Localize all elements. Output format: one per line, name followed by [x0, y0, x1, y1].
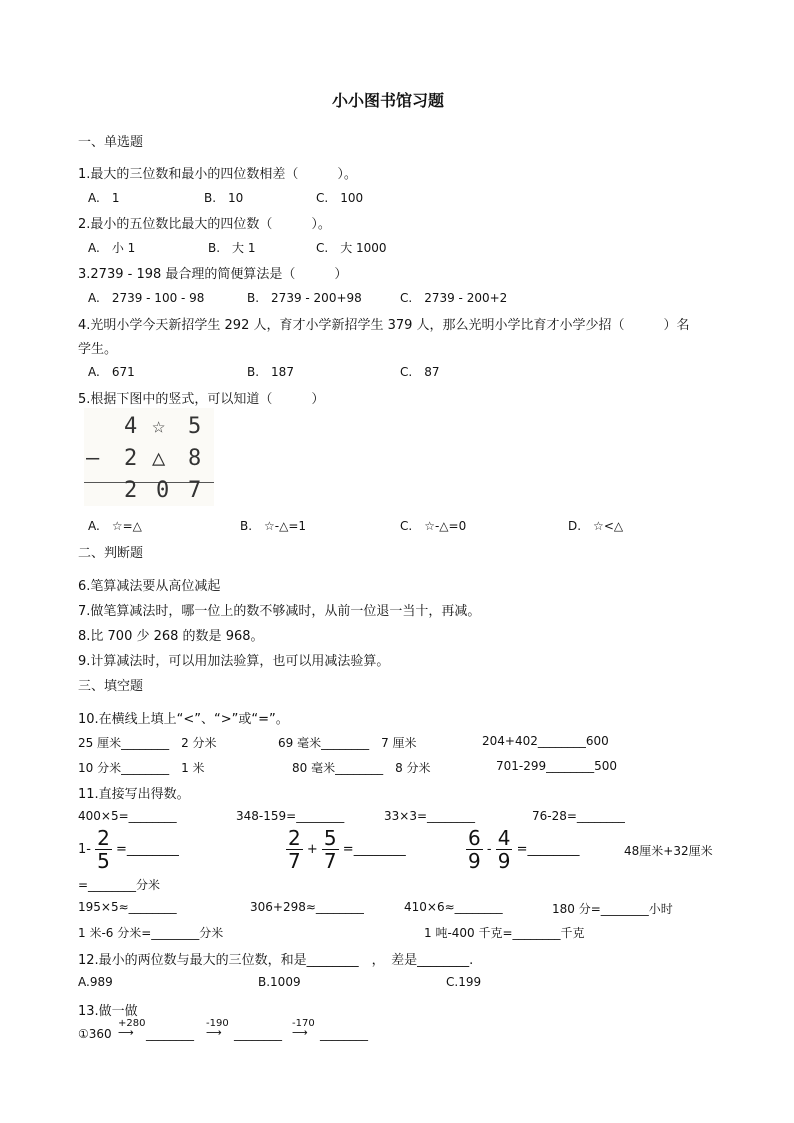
question-5: 5.根据下图中的竖式，可以知道（ ）: [78, 392, 325, 407]
fraction: [286, 828, 303, 871]
q1-option-a[interactable]: A. 1: [88, 191, 120, 205]
q11-fraction-item-1: [78, 828, 179, 871]
question-3: 3.2739 - 198 最合理的简便算法是（ ）: [78, 267, 348, 282]
question-7: 7.做笔算减法时，哪一位上的数不够减时，从前一位退一当十，再减。: [78, 604, 481, 619]
operation-label: +280: [118, 1018, 146, 1029]
q12-option-c[interactable]: C.199: [446, 975, 482, 989]
q5-option-c[interactable]: C. ☆-△=0: [400, 519, 467, 533]
q4-option-a[interactable]: A. 671: [88, 365, 135, 379]
fraction: [466, 828, 483, 871]
figure-digit: 2: [124, 478, 138, 503]
denominator: 9: [497, 849, 511, 873]
q2-option-a[interactable]: A. 小 1: [88, 241, 136, 255]
fraction: [95, 828, 112, 871]
q5-option-b[interactable]: B. ☆-△=1: [240, 519, 307, 533]
arrow-icon: ⟶: [206, 1026, 222, 1039]
q5-option-a[interactable]: A. ☆=△: [88, 519, 142, 533]
fraction: [322, 828, 339, 871]
question-8: 8.比 700 少 268 的数是 968。: [78, 629, 264, 644]
fraction: [496, 828, 513, 871]
arrow-icon: ⟶: [292, 1026, 308, 1039]
q10-item: 10 分米________ 1 米: [78, 761, 205, 775]
q11-item: 180 分=________小时: [552, 902, 673, 916]
figure-digit: 5: [188, 414, 202, 439]
vertical-subtraction-figure: [84, 408, 214, 506]
question-10: 10.在横线上填上“<”、“>”或“=”。: [78, 712, 289, 727]
question-1: 1.最大的三位数和最小的四位数相差（ ）。: [78, 167, 357, 182]
q11-item: 1 米-6 分米=________分米: [78, 926, 224, 940]
q1-option-b[interactable]: B. 10: [204, 191, 244, 205]
numerator: 4: [497, 826, 511, 850]
q13-step-3: [292, 1018, 315, 1037]
q11-item: 195×5≈________: [78, 900, 177, 914]
q11-item: 76-28=________: [532, 809, 625, 823]
section-heading-fill-blank: 三、填空题: [78, 679, 144, 694]
q11-fraction-item-2: [286, 828, 406, 871]
operator: -: [486, 842, 492, 857]
arrow-icon: ⟶: [118, 1026, 134, 1039]
q2-option-c[interactable]: C. 大 1000: [316, 241, 387, 255]
star-symbol: ☆: [152, 414, 166, 439]
q12-option-b[interactable]: B.1009: [258, 975, 301, 989]
numerator: 6: [468, 826, 481, 850]
denominator: 7: [288, 849, 301, 873]
q13-blank: ________: [146, 1027, 194, 1041]
numerator: 2: [97, 826, 110, 850]
q3-option-c[interactable]: C. 2739 - 200+2: [400, 291, 508, 305]
denominator: 9: [468, 849, 481, 873]
q11-item: 348-159=________: [236, 809, 345, 823]
numerator: 5: [323, 826, 337, 850]
q11-item: 48厘米+32厘米: [624, 844, 713, 858]
operation-label: -190: [206, 1018, 229, 1029]
q3-option-a[interactable]: A. 2739 - 100 - 98: [88, 291, 205, 305]
answer-blank: =________: [115, 842, 179, 857]
fraction-prefix: 1-: [78, 842, 91, 857]
q11-item-continued: =________分米: [78, 878, 161, 892]
q10-item: 204+402________600: [482, 734, 609, 748]
figure-digit: 7: [188, 478, 202, 503]
q13-step-2: [206, 1018, 229, 1037]
q11-item: 410×6≈________: [404, 900, 503, 914]
triangle-symbol: △: [152, 446, 166, 471]
figure-digit: 8: [188, 446, 202, 471]
question-4-line-1: 4.光明小学今天新招学生 292 人，育才小学新招学生 379 人，那么光明小学比育才小学少招（ ）名: [78, 318, 690, 333]
q11-item: 33×3=________: [384, 809, 476, 823]
denominator: 7: [323, 849, 337, 873]
q10-item: 25 厘米________ 2 分米: [78, 736, 217, 750]
q13-start-value: ①360: [78, 1027, 112, 1041]
question-4-line-2: 学生。: [78, 342, 118, 357]
q13-blank: ________: [320, 1027, 368, 1041]
question-9: 9.计算减法时，可以用加法验算，也可以用减法验算。: [78, 654, 390, 669]
q10-item: 80 毫米________ 8 分米: [292, 761, 431, 775]
q11-fraction-item-3: [466, 828, 580, 871]
q2-option-b[interactable]: B. 大 1: [208, 241, 256, 255]
q13-blank: ________: [234, 1027, 282, 1041]
section-heading-true-false: 二、判断题: [78, 546, 144, 561]
numerator: 2: [288, 826, 301, 850]
figure-digit: 2: [124, 446, 138, 471]
q4-option-c[interactable]: C. 87: [400, 365, 440, 379]
q10-item: 701-299________500: [496, 759, 618, 773]
operation-label: -170: [292, 1018, 315, 1029]
figure-digit: 0: [156, 478, 170, 503]
question-2: 2.最小的五位数比最大的四位数（ ）。: [78, 217, 331, 232]
section-heading-single-choice: 一、单选题: [78, 135, 144, 150]
q5-option-d[interactable]: D. ☆<△: [568, 519, 624, 533]
question-12: 12.最小的两位数与最大的三位数，和是________ ， 差是________.: [78, 953, 474, 968]
question-6: 6.笔算减法要从高位减起: [78, 579, 221, 594]
answer-blank: =________: [516, 842, 580, 857]
q10-item: 69 毫米________ 7 厘米: [278, 736, 417, 750]
figure-digit: 4: [124, 414, 138, 439]
q3-option-b[interactable]: B. 2739 - 200+98: [247, 291, 362, 305]
q11-item: 400×5=________: [78, 809, 177, 823]
operator: +: [306, 842, 318, 857]
minus-sign: —: [86, 446, 100, 471]
q13-step-1: [118, 1018, 145, 1037]
denominator: 5: [97, 849, 110, 873]
q11-item: 1 吨-400 千克=________千克: [424, 926, 585, 940]
q12-option-a[interactable]: A.989: [78, 975, 113, 989]
question-11: 11.直接写出得数。: [78, 787, 190, 802]
q11-item: 306+298≈________: [250, 900, 364, 914]
q4-option-b[interactable]: B. 187: [247, 365, 294, 379]
q1-option-c[interactable]: C. 100: [316, 191, 364, 205]
page-title: 小小图书馆习题: [332, 91, 445, 110]
question-13: 13.做一做: [78, 1004, 138, 1019]
answer-blank: =________: [342, 842, 406, 857]
